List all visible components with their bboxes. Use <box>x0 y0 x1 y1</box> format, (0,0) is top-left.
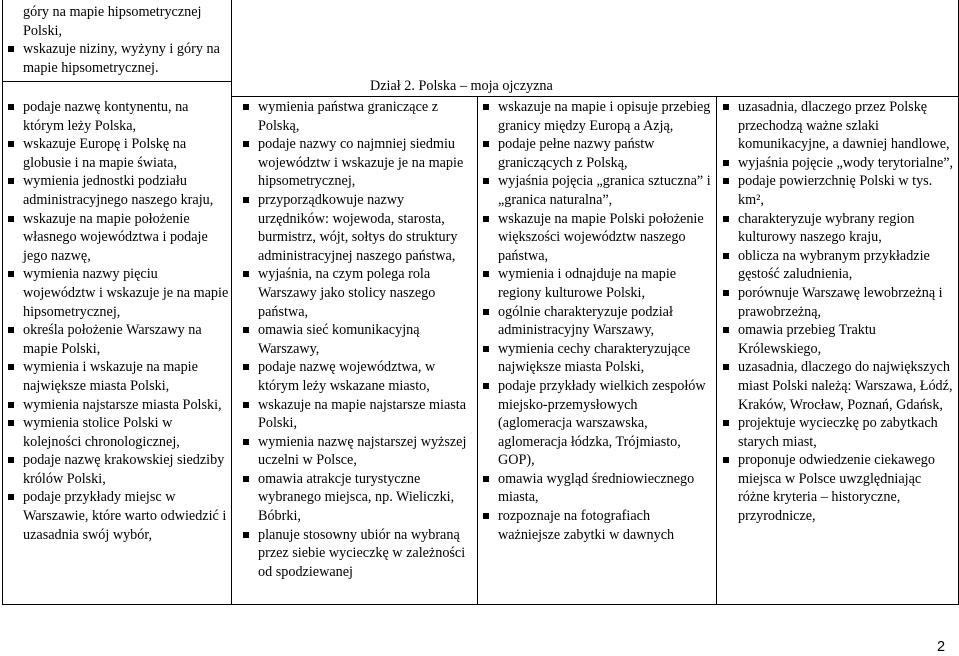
bullet-icon <box>243 364 249 370</box>
row-divider <box>231 96 959 97</box>
bullet-icon <box>243 532 249 538</box>
bullet-icon <box>8 327 14 333</box>
bullet-icon <box>8 46 14 52</box>
list-item: projektuje wycieczkę po zabytkach starych miast, <box>718 414 956 451</box>
list-item: oblicza na wybranym przykładzie gęstość zaludnienia, <box>718 247 956 284</box>
bullet-icon <box>723 290 729 296</box>
bullet-icon <box>483 513 489 519</box>
bullet-icon <box>723 216 729 222</box>
column-divider <box>716 96 717 605</box>
bullet-icon <box>483 104 489 110</box>
bullet-icon <box>8 178 14 184</box>
bullet-icon <box>483 141 489 147</box>
section-title: Dział 2. Polska – moja ojczyzna <box>370 78 553 94</box>
list-item: uzasadnia, dlaczego przez Polskę przechodzą ważne szlaki komunikacyjne, a dawniej handlowe, <box>718 98 956 154</box>
list-item: podaje nazwy co najmniej siedmiu województw i wskazuje je na mapie hipsometrycznej, <box>238 135 474 191</box>
list-item: wyjaśnia pojęcie „wody terytorialne”, <box>718 154 956 173</box>
bullet-icon <box>8 457 14 463</box>
list-item: wskazuje Europę i Polskę na globusie i na mapie świata, <box>3 135 229 172</box>
bullet-icon <box>723 178 729 184</box>
bullet-icon <box>8 420 14 426</box>
bullet-icon <box>723 160 729 166</box>
continued-text: góry na mapie hipsometrycznej Polski, <box>23 4 202 39</box>
list-item: podaje przykłady wielkich zespołów miejsko-przemysłowych (aglomeracja warszawska, aglomeracja łódzka, Trójmiasto, GOP), <box>478 377 714 470</box>
bullet-icon <box>8 271 14 277</box>
bullet-icon <box>8 216 14 222</box>
bullet-icon <box>483 383 489 389</box>
bullet-icon <box>723 327 729 333</box>
bullet-icon <box>243 104 249 110</box>
list-item: podaje nazwę krakowskiej siedziby królów Polski, <box>3 451 229 488</box>
list-item: wymienia i odnajduje na mapie regiony kulturowe Polski, <box>478 265 714 302</box>
list-item: charakteryzuje wybrany region kulturowy naszego kraju, <box>718 210 956 247</box>
list-item: omawia atrakcje turystyczne wybranego miejsca, np. Wieliczki, Bóbrki, <box>238 470 474 526</box>
list-item: podaje nazwę województwa, w którym leży wskazane miasto, <box>238 358 474 395</box>
list-item: wymienia nazwy pięciu województw i wskazuje je na mapie hipsometrycznej, <box>3 265 229 321</box>
bullet-icon <box>243 141 249 147</box>
bullet-icon <box>243 402 249 408</box>
list-item: wymienia i wskazuje na mapie największe miasta Polski, <box>3 358 229 395</box>
bullet-icon <box>723 364 729 370</box>
list-item: wskazuje niziny, wyżyny i góry na mapie hipsometrycznej. <box>3 40 229 77</box>
list-item: ogólnie charakteryzuje podział administracyjny Warszawy, <box>478 303 714 340</box>
list-item: wskazuje na mapie Polski położenie większości województw naszego państwa, <box>478 210 714 266</box>
list-item: wymienia państwa graniczące z Polską, <box>238 98 474 135</box>
list-item: wskazuje na mapie najstarsze miasta Polski, <box>238 396 474 433</box>
col3-requirements <box>478 98 714 544</box>
bullet-icon <box>243 439 249 445</box>
list-item: omawia wygląd średniowiecznego miasta, <box>478 470 714 507</box>
bullet-icon <box>243 197 249 203</box>
bullet-icon <box>483 346 489 352</box>
list-item: wymienia cechy charakteryzujące największe miasta Polski, <box>478 340 714 377</box>
bullet-icon <box>723 253 729 259</box>
list-item: wymienia najstarsze miasta Polski, <box>3 396 229 415</box>
list-item: określa położenie Warszawy na mapie Polski, <box>3 321 229 358</box>
bullet-icon <box>723 104 729 110</box>
col1-requirements <box>3 98 229 544</box>
bullet-icon <box>8 104 14 110</box>
list-item: wymienia jednostki podziału administracyjnego naszego kraju, <box>3 172 229 209</box>
list-item: wymienia nazwę najstarszej wyższej uczelni w Polsce, <box>238 433 474 470</box>
row-divider <box>2 81 231 82</box>
bullet-icon <box>723 420 729 426</box>
bullet-icon <box>8 141 14 147</box>
bullet-icon <box>483 178 489 184</box>
list-item: rozpoznaje na fotografiach ważniejsze zabytki w dawnych <box>478 507 714 544</box>
bullet-icon <box>8 402 14 408</box>
bullet-icon <box>243 271 249 277</box>
list-item: porównuje Warszawę lewobrzeżną i prawobrzeżną, <box>718 284 956 321</box>
bullet-icon <box>8 494 14 500</box>
list-item: omawia sieć komunikacyjną Warszawy, <box>238 321 474 358</box>
list-item: wskazuje na mapie położenie własnego województwa i podaje jego nazwę, <box>3 210 229 266</box>
list-item: wskazuje na mapie i opisuje przebieg granicy między Europą a Azją, <box>478 98 714 135</box>
list-item: wymienia stolice Polski w kolejności chronologicznej, <box>3 414 229 451</box>
list-item: przyporządkowuje nazwy urzędników: wojewoda, starosta, burmistrz, wójt, sołtys do struktury administracyjnej naszego państwa, <box>238 191 474 265</box>
col1-top <box>3 3 229 77</box>
bullet-icon <box>243 476 249 482</box>
list-item: wyjaśnia pojęcia „granica sztuczna” i „granica naturalna”, <box>478 172 714 209</box>
bullet-icon <box>243 327 249 333</box>
list-item: wyjaśnia, na czym polega rola Warszawy jako stolicy naszego państwa, <box>238 265 474 321</box>
col2-requirements <box>238 98 474 581</box>
list-item: omawia przebieg Traktu Królewskiego, <box>718 321 956 358</box>
bullet-icon <box>483 309 489 315</box>
bullet-icon <box>483 476 489 482</box>
bullet-icon <box>483 216 489 222</box>
list-item: planuje stosowny ubiór na wybraną przez siebie wycieczkę w zależności od spodziewanej <box>238 526 474 582</box>
bullet-icon <box>723 457 729 463</box>
list-item: uzasadnia, dlaczego do największych miast Polski należą: Warszawa, Łódź, Kraków, Wrocław, Poznań, Gdańsk, <box>718 358 956 414</box>
column-divider <box>231 0 232 605</box>
list-item: podaje przykłady miejsc w Warszawie, które warto odwiedzić i uzasadnia swój wybór, <box>3 488 229 544</box>
list-item: podaje powierzchnię Polski w tys. km², <box>718 172 956 209</box>
list-item: podaje pełne nazwy państw graniczących z Polską, <box>478 135 714 172</box>
page-number: 2 <box>937 639 946 655</box>
bullet-icon <box>483 271 489 277</box>
list-item: proponuje odwiedzenie ciekawego miejsca w Polsce uwzględniając różne kryteria – historyczne, przyrodnicze, <box>718 451 956 525</box>
col4-requirements <box>718 98 956 526</box>
list-item: podaje nazwę kontynentu, na którym leży Polska, <box>3 98 229 135</box>
bullet-icon <box>8 364 14 370</box>
